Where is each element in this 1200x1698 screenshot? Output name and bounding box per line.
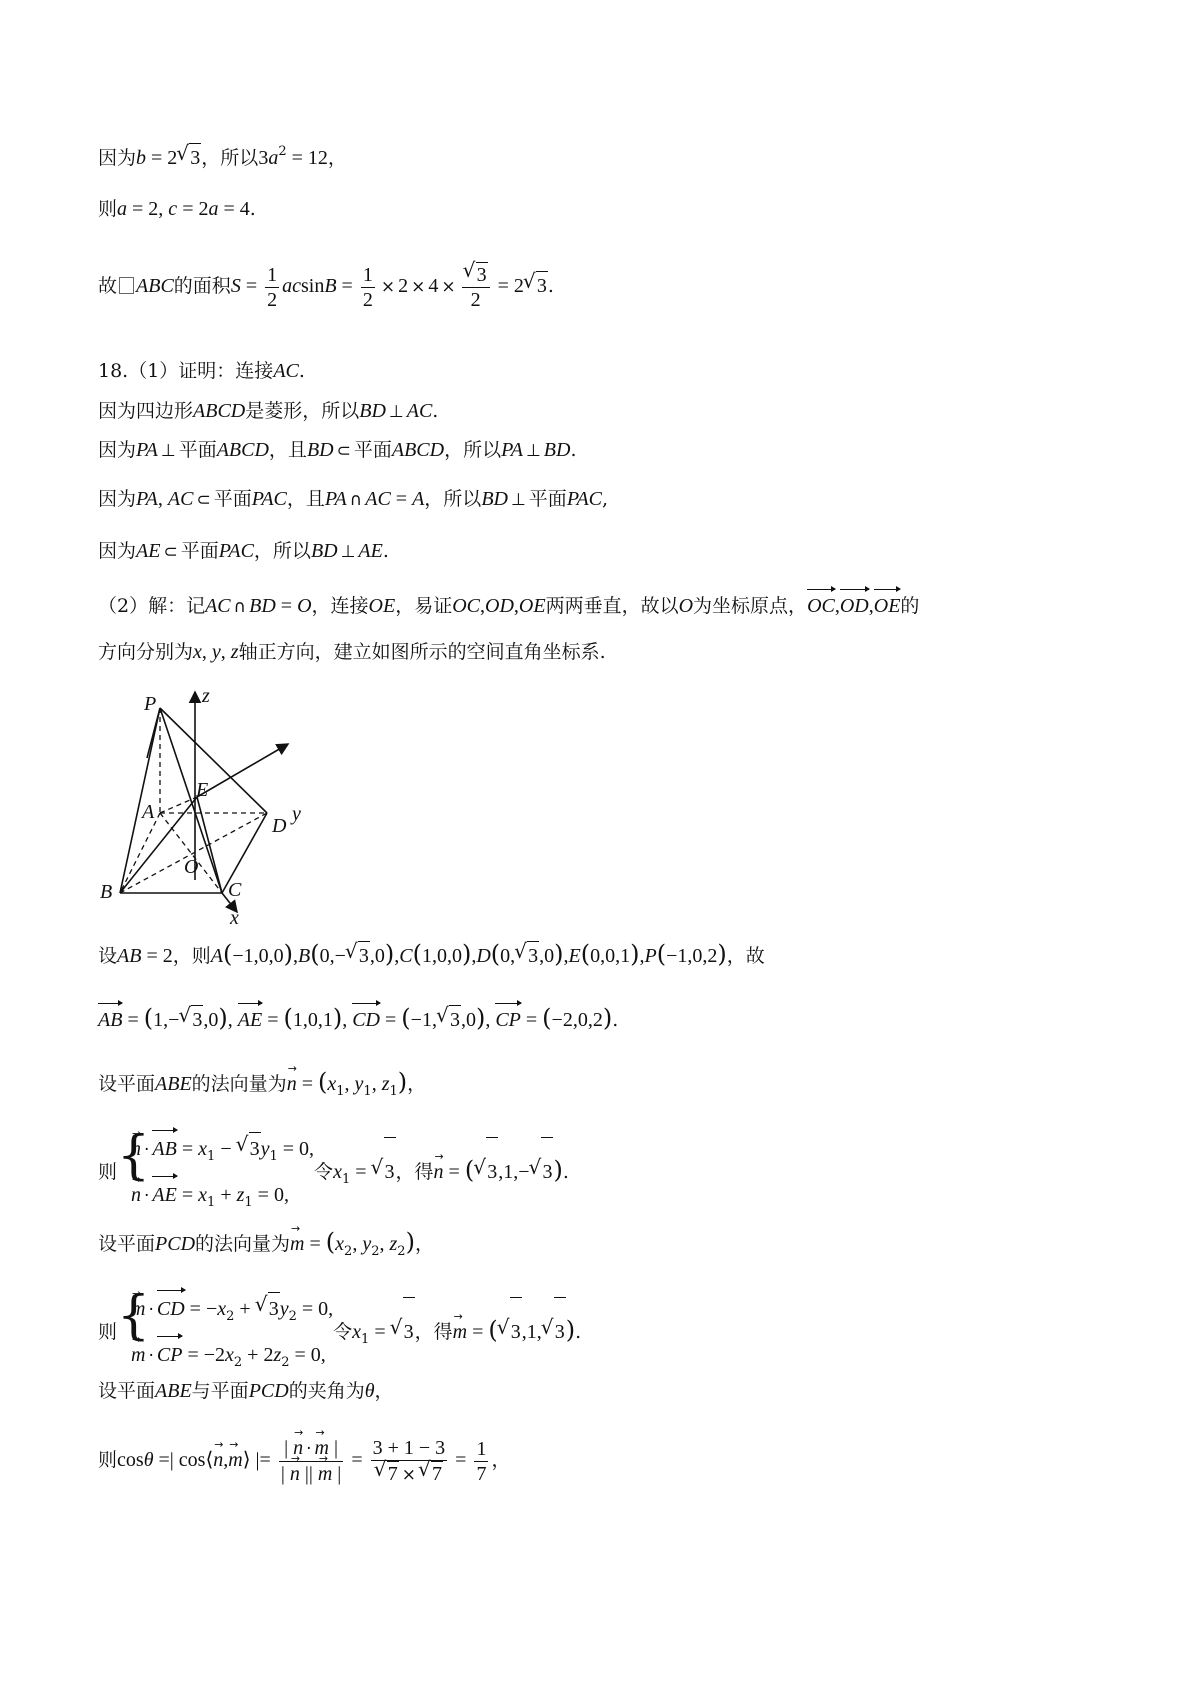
line-bd-perp-pac: 因为PA, AC ⊂ 平面PAC，且PA ∩ AC = A，所以BD ⊥ 平面PAC, xyxy=(98,488,609,510)
label-B: B xyxy=(100,881,113,903)
line-cos-theta: 则cosθ =| cos⟨n →,m →⟩ |= $\frac{| n \to \cdot m \to |}{| n \to || m \to |}$ = 3 + 1 − 3 √ 7 ×√ 7 = $\frac{1}{7}$ ， xyxy=(98,1430,510,1490)
line-axes: 方向分别为x, y, z轴正方向，建立如图所示的空间直角坐标系. xyxy=(98,641,606,663)
line-normal-n: 设平面ABE的法向量为n → = ($x_1$, $y_1$, $z_1$)， xyxy=(98,1068,426,1106)
line-q18-part2: （2）解：记AC ∩ BD = O，连接OE，易证OC,OD,OE两两垂直，故以O为坐标原点，OC,OD,OE的 xyxy=(98,586,919,621)
label-z: z xyxy=(202,685,210,707)
label-P: P xyxy=(144,693,157,715)
line-a-c-values: 则a = 2, c = 2a = 4. xyxy=(98,198,256,220)
line-q18-part1: 18.（1）证明：连接AC. xyxy=(98,360,305,382)
line-rhombus: 因为四边形ABCD是菱形，所以BD ⊥ AC. xyxy=(98,400,439,422)
label-E: E xyxy=(196,779,209,801)
line-pa-perp: 因为PA ⊥ 平面ABCD，且BD ⊂ 平面ABCD，所以PA ⊥ BD. xyxy=(98,439,577,461)
line-angle: 设平面ABE与平面PCD的夹角为θ， xyxy=(98,1380,394,1402)
missing-glyph-box xyxy=(119,277,134,294)
line-vectors: AB = (1,−√ 3,0), AE = (1,0,1), CD = (−1,√ 3,0), CP = (−2,0,2). xyxy=(98,1000,618,1034)
line-coordinates: 设AB = 2，则A(−1,0,0),B(0,−√ 3,0),C(1,0,0),D(0,√ 3,0),E(0,0,1),P(−1,0,2)，故 xyxy=(98,940,765,970)
line-normal-m: 设平面PCD的法向量为m → = ($x_2$, $y_2$, $z_2$)， xyxy=(98,1228,434,1266)
label-O: O xyxy=(184,856,199,878)
label-D: D xyxy=(272,815,287,837)
line-b-value: 因为b = 2√ 3，所以$3a^2 = 12$， xyxy=(98,138,347,172)
line-area: 故 ABC的面积S = $\frac{1}{2}$ acsinB = $\frac{1}{2}$ × 2 × 4 × √ $\frac{3}{2}$ = 2√ 3. xyxy=(98,262,554,312)
line-system-m: 则 { m → · CD = $-x_2$ + √ $3y_2 = 0$, m → · CP = $-2x_2 + 2z_2 = 0$, 令$x_1$ = √ 3，得m → = (√ 3,1,√ 3). xyxy=(98,1287,581,1379)
line-bd-perp-ae: 因为AE ⊂ 平面PAC，所以BD ⊥ AE. xyxy=(98,540,389,562)
label-A: A xyxy=(142,801,155,823)
pyramid-figure xyxy=(92,680,322,925)
line-system-n: 则 { n → · AB = $x_1$ − √ $3y_1 = 0$, n → · AE = $x_1 + z_1 = 0$, 令$x_1$ = √ 3，得n → = (√ 3,1,−√ 3). xyxy=(98,1127,569,1219)
label-y: y xyxy=(292,803,301,825)
label-C: C xyxy=(228,879,242,901)
label-x: x xyxy=(230,907,239,925)
